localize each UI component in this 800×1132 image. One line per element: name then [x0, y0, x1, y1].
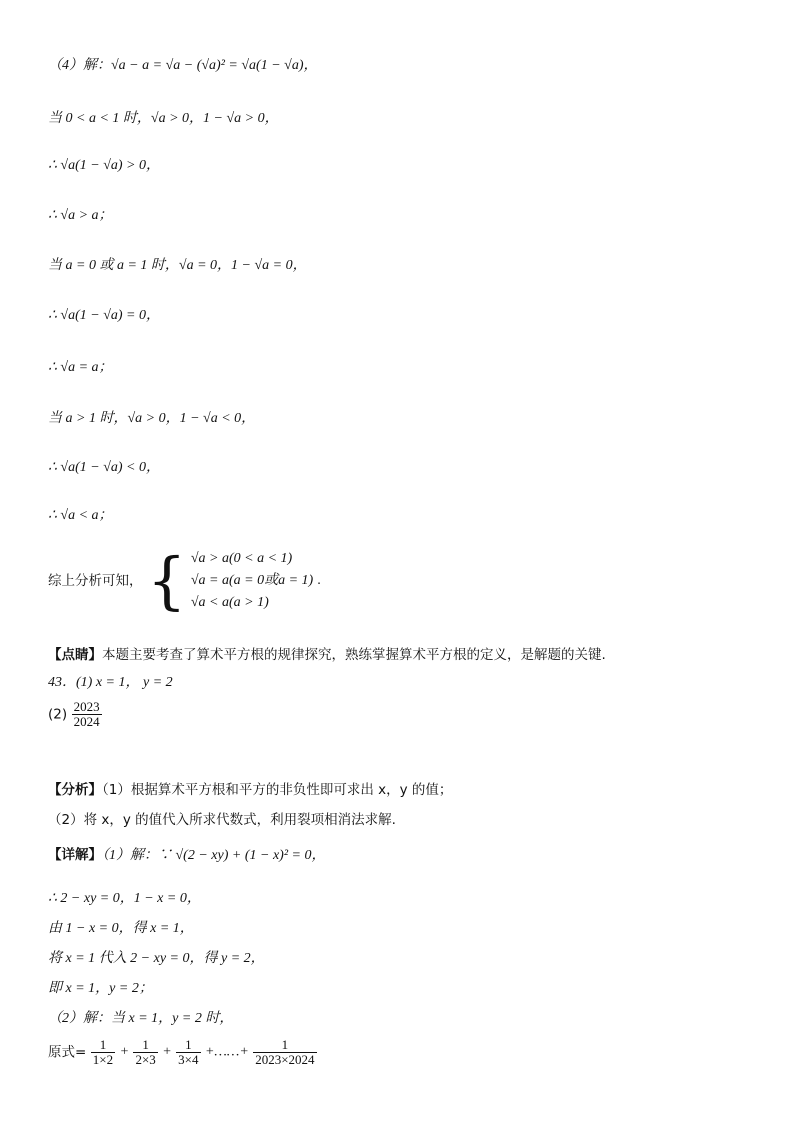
answer-fraction: $\frac{2023}{2024}$ — [73, 699, 100, 729]
detail-line-4: 将 x = 1 代入 2 − xy = 0，得 y = 2， — [48, 951, 265, 966]
analysis-line-1: 【分析】（1）根据算术平方根和平方的非负性即可求出 x，y 的值； — [48, 782, 453, 798]
case3-step-a: ∴ √a(1 − √a) < 0， — [48, 460, 160, 475]
detail-line-2: ∴ 2 − xy = 0，1 − x = 0， — [48, 891, 201, 906]
summary-case: √a > a(0 < a < 1) — [190, 551, 293, 566]
case1-step-b: ∴ √a > a； — [48, 208, 113, 223]
part4-line: （4）解：√a − a = √a − (√a)² = √a(1 − √a)， — [48, 58, 318, 73]
case2-step-a: ∴ √a(1 − √a) = 0， — [48, 308, 160, 323]
detail-line-3: 由 1 − x = 0，得 x = 1， — [48, 921, 194, 936]
formula-line: 原式= $\frac{1}{1\times 2}$ + $\frac{1}{2\times 3}$ + $\frac{1}{3\times 4}$ +……+ $\frac{1}{2023\times 2024}$ — [48, 1037, 315, 1067]
q43-answer-1: 43．(1) x = 1， y = 2 — [48, 675, 173, 690]
formula-term-last: $\frac{1}{2023\times 2024}$ — [255, 1037, 315, 1067]
formula-term: $\frac{1}{1\times 2}$ — [92, 1037, 114, 1067]
detail-line-6: （2）解：当 x = 1，y = 2 时， — [48, 1011, 234, 1026]
formula-term: $\frac{1}{2\times 3}$ — [135, 1037, 156, 1067]
q43-answer-2: (2) $\frac{2023}{2024}$ — [48, 699, 100, 729]
summary-cases — [191, 548, 313, 614]
formula-term: $\frac{1}{3\times 4}$ — [178, 1037, 199, 1067]
case1-step-a: ∴ √a(1 − √a) > 0， — [48, 158, 160, 173]
comment-line — [48, 645, 606, 665]
case2-condition: 当 a = 0 或 a = 1 时，√a = 0，1 − √a = 0， — [48, 258, 307, 273]
case1-condition: 当 0 < a < 1 时，√a > 0，1 − √a > 0， — [48, 111, 279, 126]
summary-brace — [146, 544, 187, 617]
analysis-line-2: （2）将 x，y 的值代入所求代数式，利用裂项相消法求解. — [48, 812, 396, 828]
case3-condition: 当 a > 1 时，√a > 0，1 − √a < 0， — [48, 411, 256, 426]
detail-line-5: 即 x = 1，y = 2； — [48, 981, 153, 996]
left-brace-icon: { — [146, 544, 187, 617]
comment-tag: 【点睛】 — [48, 647, 102, 663]
analysis-tag: 【分析】 — [48, 782, 102, 798]
case3-step-b: ∴ √a < a； — [48, 508, 113, 523]
summary-block: 综上分析可知， { √a > a(0 < a < 1) √a = a(a = 0或a = 1) √a < a(a > 1) . — [48, 544, 322, 617]
summary-case: √a = a(a = 0或a = 1) — [190, 573, 314, 588]
comment-text: 本题主要考查了算术平方根的规律探究，熟练掌握算术平方根的定义，是解题的关键. — [102, 647, 606, 663]
case2-step-b: ∴ √a = a； — [48, 360, 113, 375]
summary-case: √a < a(a > 1) — [190, 595, 269, 610]
detail-tag: 【详解】 — [48, 847, 102, 863]
detail-line-1: 【详解】（1）解：∵ √(2 − xy) + (1 − x)² = 0， — [48, 847, 326, 863]
